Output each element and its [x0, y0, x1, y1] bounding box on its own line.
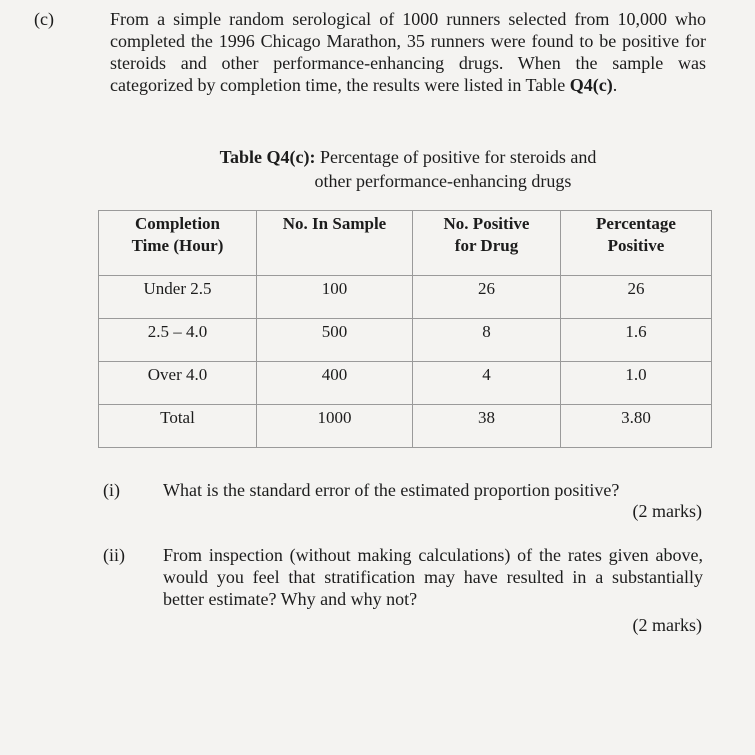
cell-percentage: 26	[561, 276, 712, 319]
table-row	[99, 319, 712, 362]
cell-positive: 4	[413, 362, 561, 405]
intro-end: .	[612, 75, 618, 95]
header-completion-line1: Completion	[135, 214, 220, 233]
part-label: (c)	[34, 9, 54, 29]
cell-time: 2.5 – 4.0	[99, 319, 257, 362]
question-1-marks: (2 marks)	[632, 501, 702, 521]
cell-percentage: 1.0	[561, 362, 712, 405]
cell-time: Over 4.0	[99, 362, 257, 405]
header-positive-line1: No. Positive	[443, 214, 530, 233]
table-row	[99, 276, 712, 319]
table-row	[99, 362, 712, 405]
header-positive-line2: for Drug	[454, 236, 519, 255]
caption-line1-text: Percentage of positive for steroids and	[315, 147, 597, 167]
header-completion-line2: Time (Hour)	[131, 236, 224, 255]
header-no-in-sample	[257, 211, 413, 276]
question-2-text: From inspection (without making calculations) of the rates given above, would you feel that stratification may have resulted in a substantially better estimate? Why and why not?	[163, 545, 703, 609]
cell-sample: 100	[257, 276, 413, 319]
header-completion-time	[99, 211, 257, 276]
intro-paragraph	[110, 8, 706, 96]
caption-label: Table Q4(c):	[219, 147, 316, 167]
header-sample-text: No. In Sample	[282, 214, 387, 233]
question-1-number: (i)	[103, 480, 120, 500]
table-caption	[110, 145, 706, 193]
header-no-positive	[413, 211, 561, 276]
intro-table-ref: Q4(c)	[569, 75, 613, 95]
cell-time: Total	[99, 405, 257, 448]
cell-positive: 38	[413, 405, 561, 448]
cell-sample: 500	[257, 319, 413, 362]
question-1-text: What is the standard error of the estimated proportion positive?	[163, 480, 620, 500]
cell-percentage: 1.6	[561, 319, 712, 362]
header-pct-line2: Positive	[607, 236, 665, 255]
cell-sample: 1000	[257, 405, 413, 448]
question-2-number: (ii)	[103, 545, 125, 565]
header-pct-line1: Percentage	[596, 214, 676, 233]
header-percentage-positive	[561, 211, 712, 276]
table-header-row	[99, 211, 712, 276]
question-2-marks: (2 marks)	[632, 615, 702, 635]
caption-line-2: other performance-enhancing drugs	[314, 171, 572, 191]
cell-percentage: 3.80	[561, 405, 712, 448]
cell-positive: 8	[413, 319, 561, 362]
cell-sample: 400	[257, 362, 413, 405]
table-row-total	[99, 405, 712, 448]
cell-time: Under 2.5	[99, 276, 257, 319]
caption-line-1	[110, 145, 706, 169]
data-table	[98, 210, 712, 448]
cell-positive: 26	[413, 276, 561, 319]
intro-text: From a simple random serological of 1000 runners selected from 10,000 who completed the 1996 Chicago Marathon, 35 runners were found to be positive for steroids and other performance-enhancing drugs. When the sample was categorized by completion time, the results were listed in Table	[110, 9, 706, 95]
